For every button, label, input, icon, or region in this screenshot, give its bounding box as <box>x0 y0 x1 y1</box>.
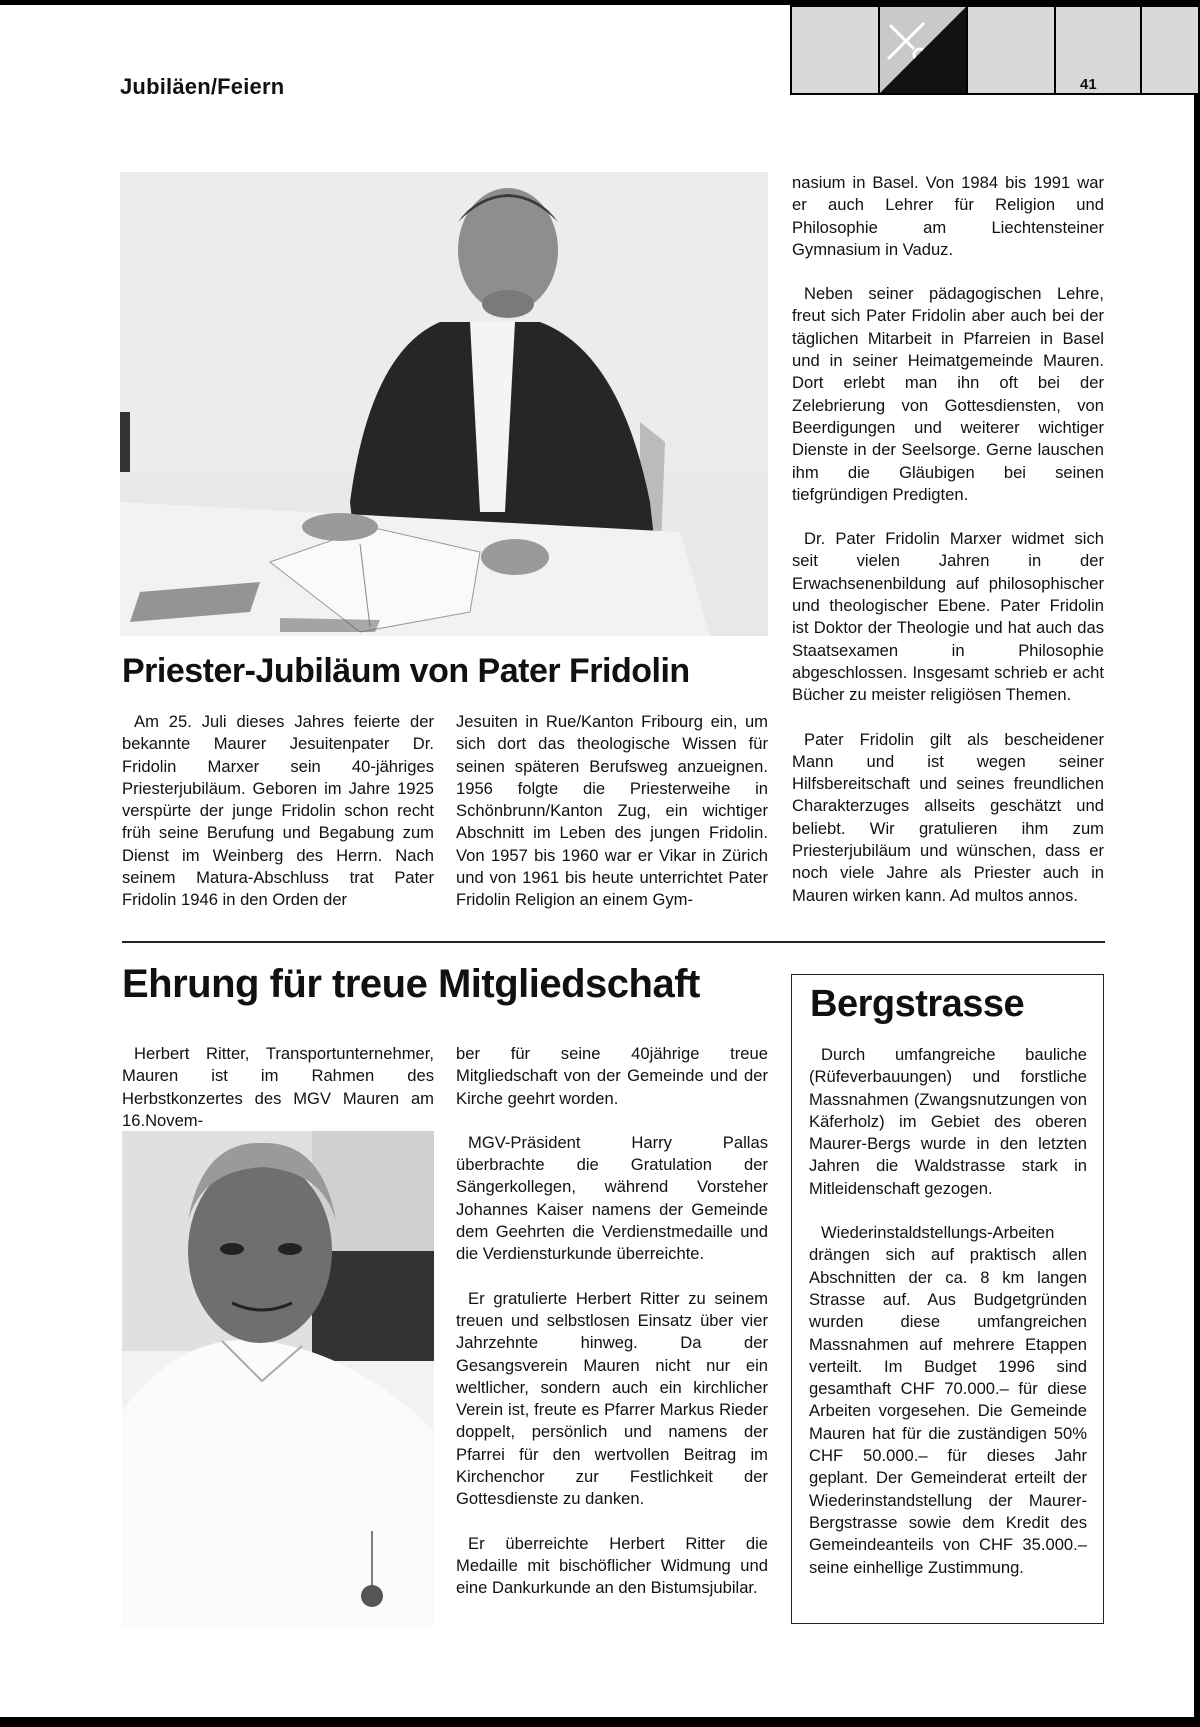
article1-column-2 <box>456 711 768 912</box>
photo-herbert-ritter <box>122 1131 434 1627</box>
tab-cell <box>1140 5 1200 95</box>
article1-paragraph: Am 25. Juli dieses Jahres feierte der bekannte Maurer Jesuitenpater Dr. Fridolin Marxer sein 40-jähriges Priesterjubiläum. Geboren im Jahre 1925 verspürte der junge Fridolin schon recht früh seine Berufung und Begabung zum Dienst im Weinberg des Herrn. Nach seinem Matura-Abschluss trat Pater Fridolin 1946 in den Orden der <box>122 712 434 910</box>
tab-cell <box>1054 5 1142 95</box>
crossed-tools-icon <box>880 7 966 93</box>
article2-paragraph: Er überreichte Herbert Ritter die Medaille mit bischöflicher Widmung und eine Dankurkunde an den Bistumsjubilar. <box>456 1533 768 1598</box>
article3-body <box>809 1044 1087 1579</box>
article2-title: Ehrung für treue Mitgliedschaft <box>122 962 700 1006</box>
article1-paragraph: Neben seiner pädagogischen Lehre, freut sich Pater Fridolin aber auch bei der täglichen Mitarbeit in Pfarreien in Basel und in seiner Heimatgemeinde Mauren. Dort erlebt man ihn oft bei der Zelebrierung von Gottesdiensten, von Beerdigungen und weiterer wichtiger Dienste in der Seelsorge. Gerne lauschen ihm die Gläubigen bei seinen tiefgründigen Predigten. <box>792 284 1104 504</box>
article2-column-2 <box>456 1043 768 1600</box>
article1-title: Priester-Jubiläum von Pater Fridolin <box>122 652 690 690</box>
section-tabs <box>790 5 1200 97</box>
article1-column-1 <box>122 711 434 912</box>
article3-paragraph: Wiederinstaldstellungs-Arbeiten drängen sich auf praktisch allen Abschnitten der ca. 8 km langen Strasse auf. Aus Budgetgründen wurden diese umfangreichen Massnahmen auf mehrere Etappen verteilt. Im Budget 1996 sind gesamthaft CHF 70.000.– für diese Arbeiten vorgesehen. Die Gemeinde Mauren hat für die zuständigen 50% CHF 50.000.– für dieses Jahr geplant. Der Gemeinderat erteilt der Wiederinstandstellung der Maurer-Bergstrasse sowie dem Kredit des Gemeindeanteils von CHF 35.000.– seine einhellige Zustimmung. <box>809 1223 1087 1577</box>
page-frame-bottom <box>0 1717 1200 1727</box>
section-label: Jubiläen/Feiern <box>120 74 285 99</box>
article1-paragraph: nasium in Basel. Von 1984 bis 1991 war er auch Lehrer für Religion und Philosophie am Liechtensteiner Gymnasium in Vaduz. <box>792 173 1104 259</box>
tab-cell <box>966 5 1056 95</box>
tab-cell <box>790 5 880 95</box>
article2-paragraph: ber für seine 40jährige treue Mitgliedschaft von der Gemeinde und der Kirche geehrt worden. <box>456 1044 768 1108</box>
page-number: 41 <box>1080 76 1097 93</box>
article2-paragraph: Herbert Ritter, Transportunternehmer, Mauren ist im Rahmen des Herbstkonzertes des MGV Mauren am 16.Novem- <box>122 1044 434 1130</box>
page-frame-right <box>1194 0 1200 1727</box>
article3-title: Bergstrasse <box>810 983 1025 1025</box>
article1-paragraph: Pater Fridolin gilt als bescheidener Mann und ist wegen seiner Hilfsbereitschaft und seines freundlichen Charakterzuges allseits geschätzt und beliebt. Wir gratulieren ihm zum Priesterjubiläum und wünschen, dass er noch viele Jahre als Priester auch in Mauren wirken kann. Ad multos annos. <box>792 729 1104 905</box>
article2-paragraph: Er gratulierte Herbert Ritter zu seinem treuen und selbstlosen Einsatz über vier Jahrzehnte hinweg. Da der Gesangsverein Mauren nicht nur ein weltlicher, sondern auch ein kirchlicher Verein ist, freute es Pfarrer Markus Rieder doppelt, persönlich und namens der Pfarrei für den wertvollen Beitrag im Kirchenchor zur Festlichkeit der Gottesdienste zu danken. <box>456 1288 768 1509</box>
section-divider <box>122 941 1105 943</box>
photo-pater-fridolin <box>120 172 768 636</box>
bergstrasse-box <box>791 974 1104 1624</box>
article2-paragraph: MGV-Präsident Harry Pallas überbrachte die Gratulation der Sängerkollegen, während Vorsteher Johannes Kaiser namens der Gemeinde dem Geehrten die Verdienstmedaille und die Verdiensturkunde überreichte. <box>456 1132 768 1264</box>
article3-paragraph: Durch umfangreiche bauliche (Rüfeverbauungen) und forstliche Massnahmen (Zwangsnutzungen von Käferholz) im Gebiet des oberen Maurer-Bergs wurde in den letzten Jahren die Waldstrasse stark in Mitleidenschaft gezogen. <box>809 1045 1087 1198</box>
article2-column-1 <box>122 1043 434 1132</box>
article1-paragraph: Dr. Pater Fridolin Marxer widmet sich seit vielen Jahren in der Erwachsenenbildung auf philosophischer und theologischer Ebene. Pater Fridolin ist Doktor der Theologie und hat auch das Staatsexamen in Philosophie abgeschlossen. Insgesamt schrieb er acht Bücher zu meister religiösen Themen. <box>792 529 1104 705</box>
article1-paragraph: Jesuiten in Rue/Kanton Fribourg ein, um sich dort das theologische Wissen für seinen späteren Berufsweg anzueignen. 1956 folgte die Priesterweihe in Schönbrunn/Kanton Zug, ein wichtiger Abschnitt im Leben des jungen Fridolin. Von 1957 bis 1960 war er Vikar in Zürich und von 1961 bis heute unterrichtet Pater Fridolin Religion an einem Gym- <box>456 712 768 910</box>
tab-cell-active <box>878 5 968 95</box>
article1-column-3 <box>792 172 1104 907</box>
